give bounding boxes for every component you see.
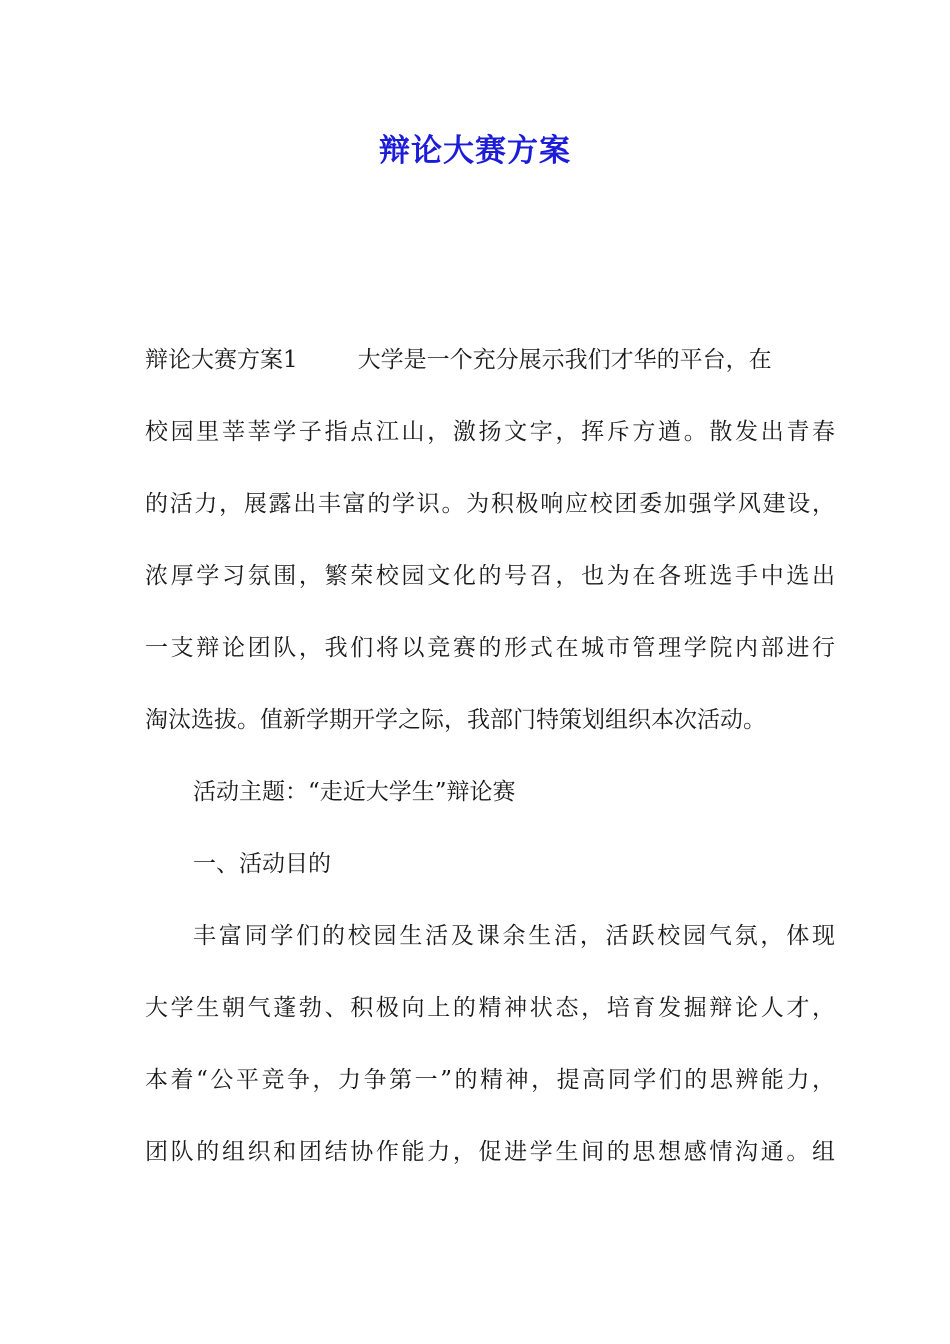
activity-theme: 活动主题：“走近大学生”辩论赛 — [193, 779, 516, 805]
body-line-9: 丰富同学们的校园生活及课余生活，活跃校园气氛，体现 — [193, 923, 835, 949]
document-body — [145, 337, 835, 1201]
body-line-12: 团队的组织和团结协作能力，促进学生间的思想感情沟通。组 — [145, 1139, 835, 1165]
body-line-2: 校园里莘莘学子指点江山，激扬文字，挥斥方遒。散发出青春 — [145, 419, 835, 445]
paragraph-text: 大学是一个充分展示我们才华的平台，在 — [357, 347, 772, 373]
section-label: 辩论大赛方案1 — [145, 347, 298, 373]
body-line-5: 一支辩论团队，我们将以竞赛的形式在城市管理学院内部进行 — [145, 635, 835, 661]
body-line-4: 浓厚学习氛围，繁荣校园文化的号召，也为在各班选手中选出 — [145, 563, 835, 589]
body-line-6: 淘汰选拔。值新学期开学之际，我部门特策划组织本次活动。 — [145, 707, 766, 733]
section-heading: 一、活动目的 — [193, 851, 331, 877]
body-line-3: 的活力，展露出丰富的学识。为积极响应校团委加强学风建设， — [145, 491, 835, 517]
body-line-11: 本着“公平竞争，力争第一”的精神，提高同学们的思辨能力， — [145, 1067, 835, 1093]
body-line-1 — [145, 337, 835, 409]
body-line-10: 大学生朝气蓬勃、积极向上的精神状态，培育发掘辩论人才， — [145, 995, 835, 1021]
document-title: 辩论大赛方案 — [379, 133, 571, 169]
